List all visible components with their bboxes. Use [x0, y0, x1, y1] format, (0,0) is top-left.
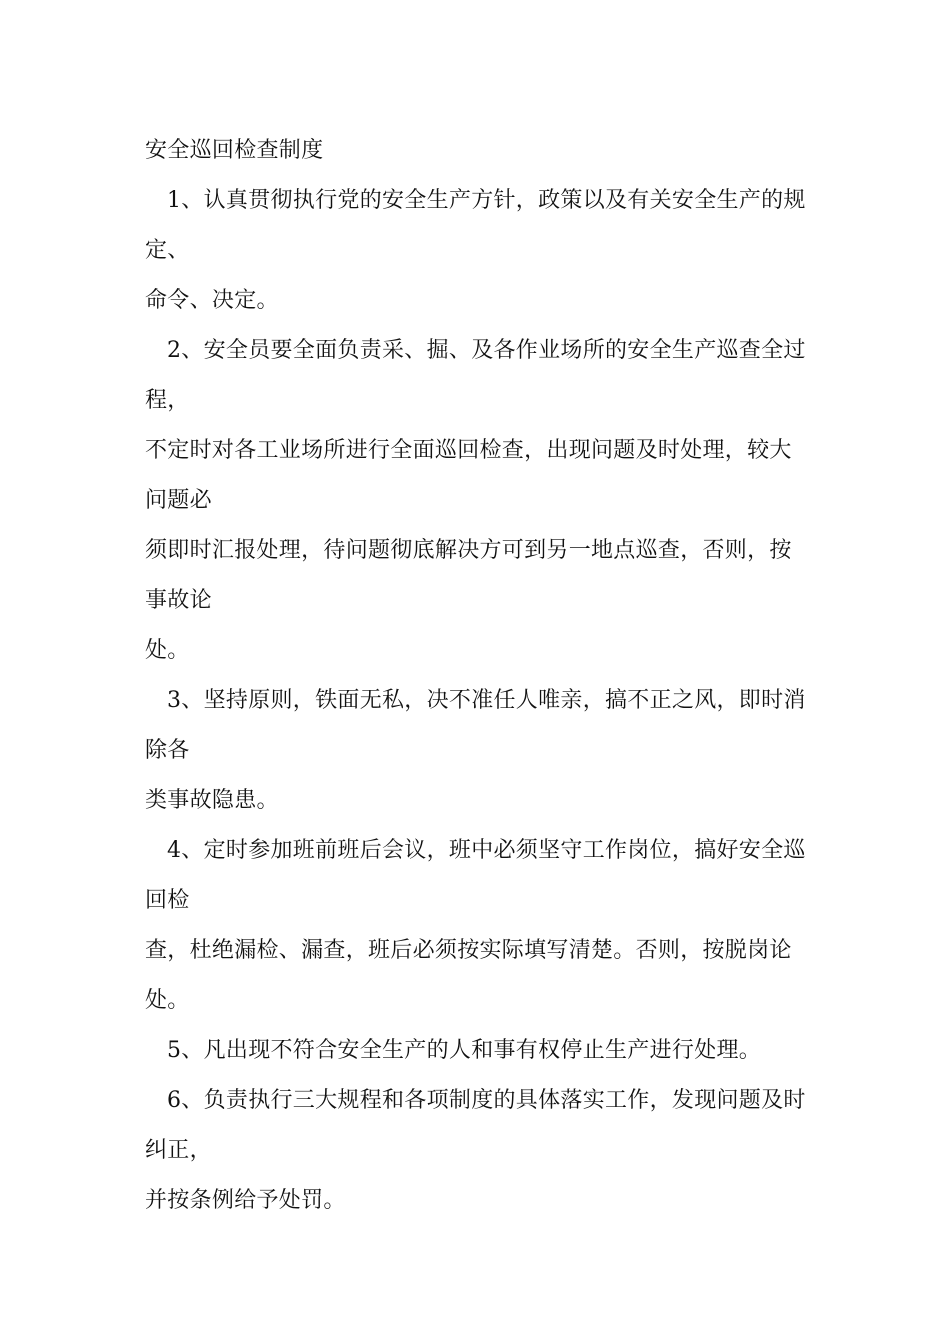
paragraph-2-line-1: 2、安全员要全面负责采、掘、及各作业场所的安全生产巡查全过: [167, 338, 806, 363]
paragraph-4-line-4: 处。: [145, 988, 190, 1013]
paragraph-2-line-4: 问题必: [145, 488, 212, 513]
paragraph-4-line-1: 4、定时参加班前班后会议，班中必须坚守工作岗位，搞好安全巡: [167, 838, 806, 863]
paragraph-6-line-3: 并按条例给予处罚。: [145, 1188, 346, 1213]
paragraph-2-line-3: 不定时对各工业场所进行全面巡回检查，出现问题及时处理，较大: [145, 438, 792, 463]
paragraph-6-line-2: 纠正，: [145, 1138, 212, 1163]
document-title: 安全巡回检查制度: [145, 138, 324, 163]
paragraph-1-line-2: 定、: [145, 238, 190, 263]
paragraph-5-line-1: 5、凡出现不符合安全生产的人和事有权停止生产进行处理。: [167, 1038, 762, 1063]
paragraph-4-line-2: 回检: [145, 888, 190, 913]
paragraph-2-line-2: 程，: [145, 388, 190, 413]
paragraph-1-line-3: 命令、决定。: [145, 288, 279, 313]
paragraph-2-line-6: 事故论: [145, 588, 212, 613]
paragraph-3-line-1: 3、坚持原则，铁面无私，决不准任人唯亲，搞不正之风，即时消: [167, 688, 806, 713]
paragraph-1-line-1: 1、认真贯彻执行党的安全生产方针，政策以及有关安全生产的规: [167, 188, 806, 213]
paragraph-3-line-2: 除各: [145, 738, 190, 763]
paragraph-6-line-1: 6、负责执行三大规程和各项制度的具体落实工作，发现问题及时: [167, 1088, 806, 1113]
paragraph-3-line-3: 类事故隐患。: [145, 788, 279, 813]
paragraph-2-line-5: 须即时汇报处理，待问题彻底解决方可到另一地点巡查，否则，按: [145, 538, 792, 563]
document-body: [145, 126, 815, 1226]
paragraph-2-line-7: 处。: [145, 638, 190, 663]
paragraph-4-line-3: 查，杜绝漏检、漏查，班后必须按实际填写清楚。否则，按脱岗论: [145, 938, 792, 963]
